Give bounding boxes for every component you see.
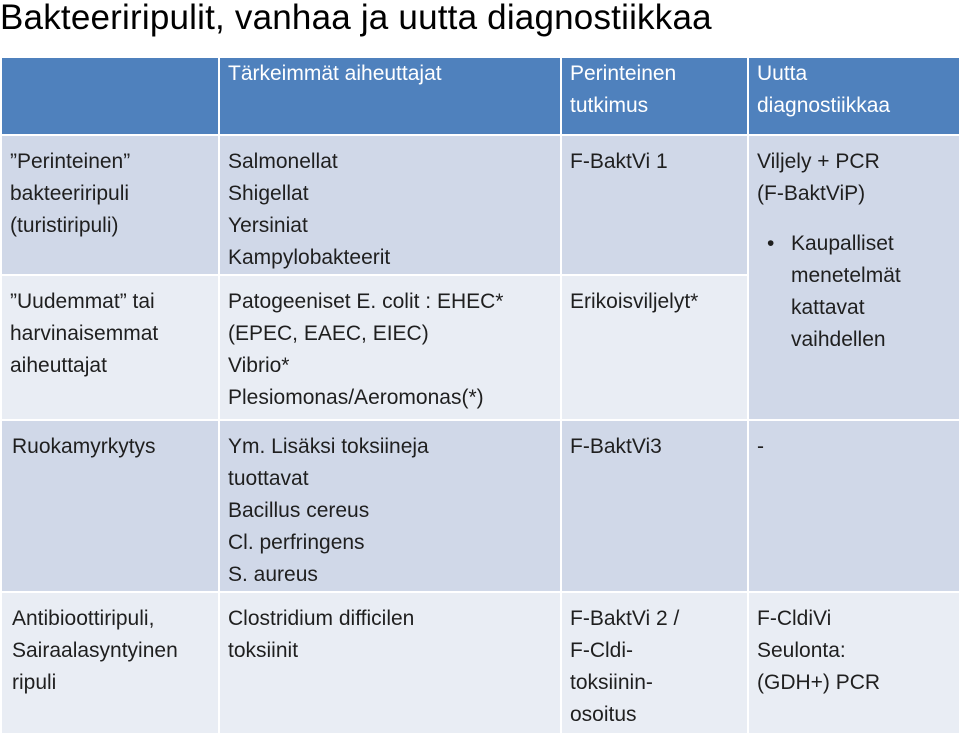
bullet-item — [767, 228, 953, 356]
new-method-line: F-CldiVi — [757, 607, 832, 630]
cause-item: Bacillus cereus — [228, 499, 370, 522]
cause-item: tuottavat — [228, 467, 309, 490]
cause-item: Salmonellat — [228, 150, 338, 173]
traditional-method: F-BaktVi 2 / — [570, 607, 680, 630]
new-method-line: (GDH+) PCR — [757, 671, 881, 694]
traditional-method: F-BaktVi3 — [570, 435, 662, 458]
row-head-traditional — [2, 136, 218, 274]
cause-item: Patogeeniset E. colit : EHEC* — [228, 290, 504, 313]
row-head-antibiotic — [2, 593, 218, 733]
header-empty-cell — [2, 58, 218, 134]
cause-item: Vibrio* — [228, 354, 290, 377]
slide-title: Bakteeriripulit, vanhaa ja uutta diagnostiikkaa — [0, 0, 712, 37]
row-head-line: Ruokamyrkytys — [12, 435, 156, 458]
causes-cell — [220, 136, 560, 274]
cause-item: S. aureus — [228, 563, 318, 586]
table-row — [2, 593, 959, 733]
header-causes — [220, 58, 560, 134]
header-new-line: diagnostiikkaa — [757, 94, 891, 117]
new-method-line: - — [757, 435, 764, 458]
cause-item: Yersiniat — [228, 214, 308, 237]
traditional-method: osoitus — [570, 703, 637, 726]
bullet-line: • Kaupalliset — [791, 232, 894, 255]
row-head-line: aiheuttajat — [10, 354, 107, 377]
header-traditional-line: Perinteinen — [570, 62, 677, 85]
cause-item: Plesiomonas/Aeromonas(*) — [228, 386, 484, 409]
cause-item: Cl. perfringens — [228, 531, 365, 554]
traditional-method: toksiinin- — [570, 671, 653, 694]
traditional-method: F-BaktVi 1 — [570, 150, 668, 173]
causes-cell — [220, 276, 560, 419]
row-head-line: (turistiripuli) — [10, 214, 119, 237]
bullet-line: vaihdellen — [791, 328, 886, 351]
header-new-line: Uutta — [757, 62, 808, 85]
row-head-food-poisoning — [2, 421, 218, 591]
bullet-list — [757, 228, 953, 356]
cause-item: Kampylobakteerit — [228, 246, 391, 269]
row-head-line: harvinaisemmat — [10, 322, 159, 345]
new-diagnostics-cell — [749, 136, 959, 419]
row-head-line: Sairaalasyntyinen — [12, 639, 178, 662]
table-row — [2, 136, 959, 274]
traditional-cell — [562, 421, 747, 591]
causes-cell — [220, 593, 560, 733]
header-causes-label: Tärkeimmät aiheuttajat — [228, 62, 442, 85]
table-row — [2, 421, 959, 591]
new-diagnostics-cell — [749, 593, 959, 733]
causes-cell — [220, 421, 560, 591]
row-head-line: ripuli — [12, 671, 57, 694]
row-head-line: ”Uudemmat” tai — [10, 290, 155, 313]
row-head-line: Antibioottiripuli, — [12, 607, 155, 630]
header-new — [749, 58, 959, 134]
bullet-line: kattavat — [791, 296, 865, 319]
cause-item: Clostridium difficilen — [228, 607, 415, 630]
new-diagnostics-cell — [749, 421, 959, 591]
row-head-line: bakteeriripuli — [10, 182, 130, 205]
traditional-method: Erikoisviljelyt* — [570, 290, 699, 313]
cause-item: (EPEC, EAEC, EIEC) — [228, 322, 429, 345]
header-traditional-line: tutkimus — [570, 94, 649, 117]
new-method-line: Viljely + PCR — [757, 150, 880, 173]
new-method-line: (F-BaktViP) — [757, 182, 866, 205]
row-head-line: ”Perinteinen” — [10, 150, 131, 173]
traditional-method: F-Cldi- — [570, 639, 633, 662]
header-row — [2, 58, 959, 134]
cause-item: Ym. Lisäksi toksiineja — [228, 435, 429, 458]
cause-item: Shigellat — [228, 182, 309, 205]
bullet-line: menetelmät — [791, 264, 901, 287]
traditional-cell — [562, 593, 747, 733]
cause-item: toksiinit — [228, 639, 299, 662]
row-head-newer — [2, 276, 218, 419]
header-traditional — [562, 58, 747, 134]
traditional-cell — [562, 136, 747, 274]
new-method-line: Seulonta: — [757, 639, 846, 662]
diagnostics-table — [0, 56, 959, 735]
traditional-cell — [562, 276, 747, 419]
